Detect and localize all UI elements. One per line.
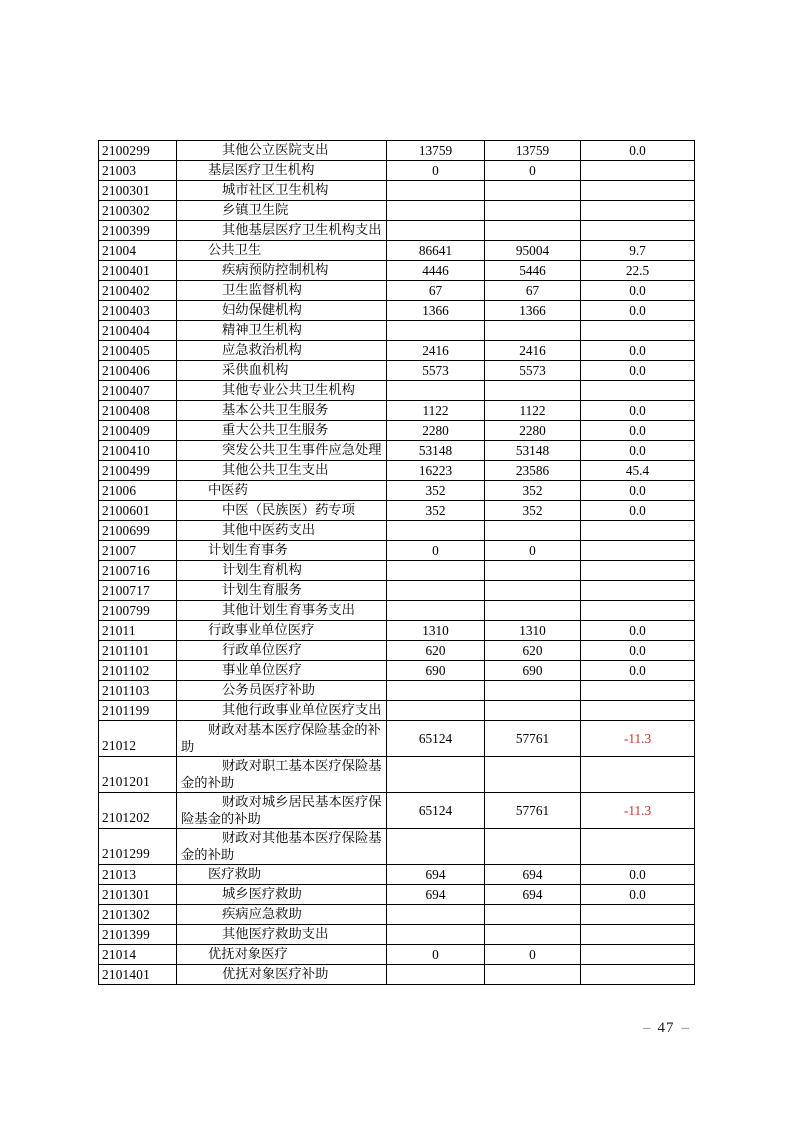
percent-column-cell <box>581 541 695 561</box>
budget-name-cell: 计划生育机构 <box>177 561 387 581</box>
budget-code-cell: 2100404 <box>99 321 177 341</box>
budget-code-cell: 21003 <box>99 161 177 181</box>
percent-column-cell: 0.0 <box>581 501 695 521</box>
value-column-1-cell <box>387 905 485 925</box>
budget-code-cell: 2101302 <box>99 905 177 925</box>
percent-column-cell <box>581 829 695 865</box>
value-column-1-cell <box>387 181 485 201</box>
value-column-2-cell: 13759 <box>485 141 581 161</box>
budget-code-cell: 2100408 <box>99 401 177 421</box>
budget-code-cell: 2101101 <box>99 641 177 661</box>
budget-name-cell: 精神卫生机构 <box>177 321 387 341</box>
value-column-1-cell: 352 <box>387 481 485 501</box>
budget-name-cell: 疾病预防控制机构 <box>177 261 387 281</box>
budget-name-cell: 事业单位医疗 <box>177 661 387 681</box>
budget-name-cell: 中医（民族医）药专项 <box>177 501 387 521</box>
budget-name-cell: 财政对基本医疗保险基金的补助 <box>177 721 387 757</box>
table-row <box>99 261 695 281</box>
value-column-1-cell: 67 <box>387 281 485 301</box>
budget-code-cell: 2100407 <box>99 381 177 401</box>
value-column-2-cell: 0 <box>485 541 581 561</box>
budget-code-cell: 2101301 <box>99 885 177 905</box>
value-column-2-cell: 57761 <box>485 721 581 757</box>
budget-code-cell: 2100403 <box>99 301 177 321</box>
value-column-2-cell: 67 <box>485 281 581 301</box>
table-row <box>99 141 695 161</box>
table-row <box>99 701 695 721</box>
budget-code-cell: 2100406 <box>99 361 177 381</box>
percent-column-cell: 0.0 <box>581 361 695 381</box>
value-column-1-cell <box>387 521 485 541</box>
percent-column-cell: 9.7 <box>581 241 695 261</box>
value-column-1-cell: 86641 <box>387 241 485 261</box>
budget-code-cell: 2101399 <box>99 925 177 945</box>
budget-code-cell: 2100716 <box>99 561 177 581</box>
budget-name-cell: 其他公立医院支出 <box>177 141 387 161</box>
table-row <box>99 865 695 885</box>
value-column-2-cell: 1366 <box>485 301 581 321</box>
table-row <box>99 501 695 521</box>
table-row <box>99 925 695 945</box>
budget-code-cell: 2100409 <box>99 421 177 441</box>
percent-column-cell <box>581 381 695 401</box>
budget-code-cell: 21012 <box>99 721 177 757</box>
value-column-2-cell <box>485 701 581 721</box>
value-column-2-cell: 352 <box>485 481 581 501</box>
budget-name-cell: 其他公共卫生支出 <box>177 461 387 481</box>
budget-code-cell: 21014 <box>99 945 177 965</box>
budget-code-cell: 2100699 <box>99 521 177 541</box>
table-row <box>99 793 695 829</box>
value-column-2-cell: 1122 <box>485 401 581 421</box>
value-column-1-cell: 2280 <box>387 421 485 441</box>
value-column-2-cell: 95004 <box>485 241 581 261</box>
budget-code-cell: 2100299 <box>99 141 177 161</box>
budget-code-cell: 2100402 <box>99 281 177 301</box>
budget-code-cell: 2100499 <box>99 461 177 481</box>
budget-name-cell: 应急救治机构 <box>177 341 387 361</box>
budget-code-cell: 21011 <box>99 621 177 641</box>
value-column-2-cell <box>485 601 581 621</box>
budget-name-cell: 公务员医疗补助 <box>177 681 387 701</box>
percent-column-cell: 0.0 <box>581 885 695 905</box>
table-row <box>99 301 695 321</box>
budget-code-cell: 2101401 <box>99 965 177 985</box>
table-row <box>99 461 695 481</box>
value-column-2-cell: 23586 <box>485 461 581 481</box>
budget-name-cell: 其他中医药支出 <box>177 521 387 541</box>
table-row <box>99 381 695 401</box>
page-number-value: 47 <box>657 1020 675 1036</box>
percent-column-cell: 0.0 <box>581 401 695 421</box>
page-number-right-dash: – <box>681 1020 689 1036</box>
budget-name-cell: 财政对其他基本医疗保险基金的补助 <box>177 829 387 865</box>
percent-column-cell: 0.0 <box>581 641 695 661</box>
page-number-left-dash: – <box>643 1020 651 1036</box>
budget-code-cell: 2101201 <box>99 757 177 793</box>
value-column-2-cell: 2416 <box>485 341 581 361</box>
table-row <box>99 321 695 341</box>
value-column-2-cell: 620 <box>485 641 581 661</box>
value-column-1-cell <box>387 581 485 601</box>
percent-column-cell <box>581 561 695 581</box>
table-row <box>99 541 695 561</box>
percent-column-cell: 0.0 <box>581 281 695 301</box>
budget-code-cell: 2100410 <box>99 441 177 461</box>
budget-name-cell: 优抚对象医疗补助 <box>177 965 387 985</box>
budget-name-cell: 计划生育事务 <box>177 541 387 561</box>
value-column-2-cell <box>485 561 581 581</box>
percent-column-cell <box>581 925 695 945</box>
value-column-1-cell: 16223 <box>387 461 485 481</box>
budget-code-cell: 2100717 <box>99 581 177 601</box>
budget-name-cell: 突发公共卫生事件应急处理 <box>177 441 387 461</box>
percent-column-cell <box>581 757 695 793</box>
value-column-2-cell <box>485 905 581 925</box>
value-column-1-cell: 1310 <box>387 621 485 641</box>
table-row <box>99 945 695 965</box>
budget-name-cell: 其他专业公共卫生机构 <box>177 381 387 401</box>
budget-name-cell: 基层医疗卫生机构 <box>177 161 387 181</box>
budget-table <box>98 140 695 985</box>
percent-column-cell <box>581 581 695 601</box>
table-row <box>99 829 695 865</box>
table-row <box>99 341 695 361</box>
budget-name-cell: 疾病应急救助 <box>177 905 387 925</box>
value-column-1-cell <box>387 829 485 865</box>
table-row <box>99 401 695 421</box>
table-row <box>99 661 695 681</box>
budget-name-cell: 卫生监督机构 <box>177 281 387 301</box>
budget-table-body <box>99 141 695 985</box>
budget-name-cell: 乡镇卫生院 <box>177 201 387 221</box>
budget-code-cell: 2100302 <box>99 201 177 221</box>
percent-column-cell <box>581 201 695 221</box>
budget-code-cell: 21007 <box>99 541 177 561</box>
page-number <box>618 1020 714 1037</box>
table-row <box>99 581 695 601</box>
percent-column-cell: 0.0 <box>581 301 695 321</box>
table-row <box>99 521 695 541</box>
percent-column-cell: 0.0 <box>581 421 695 441</box>
percent-column-cell: 0.0 <box>581 621 695 641</box>
table-row <box>99 621 695 641</box>
table-row <box>99 601 695 621</box>
table-row <box>99 281 695 301</box>
budget-code-cell: 2100405 <box>99 341 177 361</box>
percent-column-cell <box>581 905 695 925</box>
percent-column-cell <box>581 521 695 541</box>
budget-code-cell: 2100401 <box>99 261 177 281</box>
table-row <box>99 721 695 757</box>
percent-column-cell <box>581 321 695 341</box>
value-column-1-cell: 53148 <box>387 441 485 461</box>
budget-code-cell: 21013 <box>99 865 177 885</box>
percent-column-cell: 45.4 <box>581 461 695 481</box>
budget-code-cell: 2100601 <box>99 501 177 521</box>
budget-name-cell: 财政对城乡居民基本医疗保险基金的补助 <box>177 793 387 829</box>
value-column-1-cell: 694 <box>387 885 485 905</box>
value-column-2-cell: 694 <box>485 865 581 885</box>
value-column-2-cell: 5446 <box>485 261 581 281</box>
value-column-1-cell <box>387 561 485 581</box>
table-row <box>99 681 695 701</box>
value-column-2-cell: 690 <box>485 661 581 681</box>
value-column-2-cell: 694 <box>485 885 581 905</box>
budget-code-cell: 2100799 <box>99 601 177 621</box>
table-row <box>99 421 695 441</box>
percent-column-cell: 0.0 <box>581 865 695 885</box>
table-row <box>99 757 695 793</box>
value-column-1-cell: 65124 <box>387 793 485 829</box>
value-column-1-cell: 352 <box>387 501 485 521</box>
table-row <box>99 965 695 985</box>
table-row <box>99 481 695 501</box>
percent-column-cell: 0.0 <box>581 441 695 461</box>
budget-name-cell: 城乡医疗救助 <box>177 885 387 905</box>
value-column-1-cell: 1122 <box>387 401 485 421</box>
value-column-1-cell: 0 <box>387 161 485 181</box>
value-column-1-cell: 0 <box>387 945 485 965</box>
budget-name-cell: 重大公共卫生服务 <box>177 421 387 441</box>
value-column-1-cell: 694 <box>387 865 485 885</box>
value-column-2-cell <box>485 521 581 541</box>
value-column-1-cell: 2416 <box>387 341 485 361</box>
budget-name-cell: 其他基层医疗卫生机构支出 <box>177 221 387 241</box>
value-column-1-cell <box>387 381 485 401</box>
value-column-1-cell <box>387 965 485 985</box>
budget-name-cell: 公共卫生 <box>177 241 387 261</box>
value-column-2-cell <box>485 757 581 793</box>
value-column-1-cell <box>387 201 485 221</box>
value-column-2-cell <box>485 221 581 241</box>
budget-name-cell: 行政事业单位医疗 <box>177 621 387 641</box>
table-row <box>99 201 695 221</box>
table-row <box>99 181 695 201</box>
budget-code-cell: 2100399 <box>99 221 177 241</box>
percent-column-cell <box>581 965 695 985</box>
percent-column-cell <box>581 161 695 181</box>
value-column-1-cell: 13759 <box>387 141 485 161</box>
value-column-1-cell: 4446 <box>387 261 485 281</box>
budget-code-cell: 2101202 <box>99 793 177 829</box>
table-row <box>99 221 695 241</box>
value-column-2-cell <box>485 965 581 985</box>
budget-name-cell: 其他计划生育事务支出 <box>177 601 387 621</box>
value-column-2-cell <box>485 925 581 945</box>
table-row <box>99 441 695 461</box>
value-column-1-cell: 5573 <box>387 361 485 381</box>
budget-name-cell: 基本公共卫生服务 <box>177 401 387 421</box>
budget-code-cell: 2101199 <box>99 701 177 721</box>
budget-code-cell: 2100301 <box>99 181 177 201</box>
budget-name-cell: 计划生育服务 <box>177 581 387 601</box>
value-column-1-cell: 0 <box>387 541 485 561</box>
value-column-1-cell: 690 <box>387 661 485 681</box>
percent-column-cell: -11.3 <box>581 793 695 829</box>
percent-column-cell <box>581 181 695 201</box>
value-column-2-cell <box>485 581 581 601</box>
budget-name-cell: 其他医疗救助支出 <box>177 925 387 945</box>
table-row <box>99 361 695 381</box>
value-column-2-cell: 57761 <box>485 793 581 829</box>
budget-name-cell: 财政对职工基本医疗保险基金的补助 <box>177 757 387 793</box>
value-column-2-cell <box>485 201 581 221</box>
percent-column-cell <box>581 221 695 241</box>
table-row <box>99 885 695 905</box>
budget-name-cell: 中医药 <box>177 481 387 501</box>
table-row <box>99 561 695 581</box>
value-column-1-cell: 620 <box>387 641 485 661</box>
table-row <box>99 161 695 181</box>
value-column-1-cell: 1366 <box>387 301 485 321</box>
value-column-2-cell <box>485 381 581 401</box>
budget-name-cell: 妇幼保健机构 <box>177 301 387 321</box>
value-column-2-cell <box>485 321 581 341</box>
budget-code-cell: 2101102 <box>99 661 177 681</box>
percent-column-cell: 22.5 <box>581 261 695 281</box>
budget-name-cell: 其他行政事业单位医疗支出 <box>177 701 387 721</box>
percent-column-cell: 0.0 <box>581 141 695 161</box>
value-column-2-cell <box>485 829 581 865</box>
table-row <box>99 241 695 261</box>
value-column-1-cell <box>387 321 485 341</box>
value-column-1-cell <box>387 925 485 945</box>
value-column-2-cell <box>485 181 581 201</box>
budget-code-cell: 2101103 <box>99 681 177 701</box>
value-column-1-cell <box>387 221 485 241</box>
value-column-2-cell: 5573 <box>485 361 581 381</box>
table-row <box>99 905 695 925</box>
value-column-2-cell <box>485 681 581 701</box>
budget-code-cell: 21004 <box>99 241 177 261</box>
budget-name-cell: 采供血机构 <box>177 361 387 381</box>
budget-code-cell: 21006 <box>99 481 177 501</box>
budget-name-cell: 城市社区卫生机构 <box>177 181 387 201</box>
value-column-2-cell: 53148 <box>485 441 581 461</box>
budget-code-cell: 2101299 <box>99 829 177 865</box>
percent-column-cell: 0.0 <box>581 481 695 501</box>
budget-name-cell: 医疗救助 <box>177 865 387 885</box>
value-column-1-cell <box>387 681 485 701</box>
value-column-2-cell: 0 <box>485 161 581 181</box>
percent-column-cell <box>581 701 695 721</box>
percent-column-cell: -11.3 <box>581 721 695 757</box>
value-column-1-cell <box>387 601 485 621</box>
value-column-1-cell <box>387 757 485 793</box>
table-row <box>99 641 695 661</box>
value-column-2-cell: 1310 <box>485 621 581 641</box>
percent-column-cell <box>581 681 695 701</box>
budget-name-cell: 行政单位医疗 <box>177 641 387 661</box>
percent-column-cell <box>581 601 695 621</box>
percent-column-cell: 0.0 <box>581 661 695 681</box>
value-column-2-cell: 0 <box>485 945 581 965</box>
percent-column-cell: 0.0 <box>581 341 695 361</box>
value-column-1-cell: 65124 <box>387 721 485 757</box>
budget-name-cell: 优抚对象医疗 <box>177 945 387 965</box>
percent-column-cell <box>581 945 695 965</box>
value-column-2-cell: 352 <box>485 501 581 521</box>
value-column-2-cell: 2280 <box>485 421 581 441</box>
value-column-1-cell <box>387 701 485 721</box>
